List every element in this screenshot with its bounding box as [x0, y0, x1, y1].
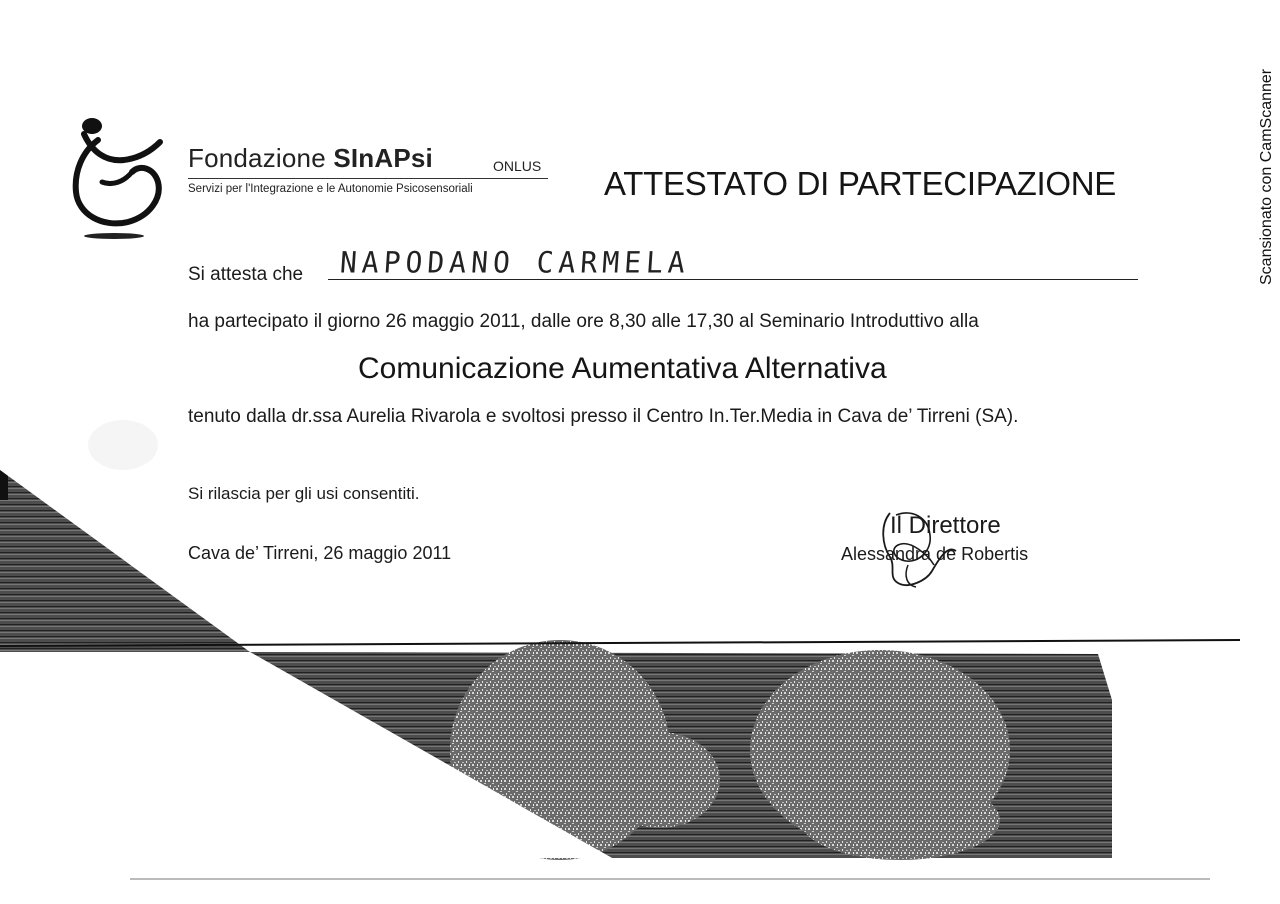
director-title: Il Direttore: [890, 512, 1001, 539]
release-line: Si rilascia per gli usi consentiti.: [188, 484, 420, 503]
organization-divider: [188, 178, 548, 179]
certificate-title: ATTESTATO DI PARTECIPAZIONE: [604, 165, 1117, 202]
director-name: Alessandra de Robertis: [841, 544, 1029, 564]
place-date: Cava de’ Tirreni, 26 maggio 2011: [188, 543, 452, 563]
details-line: tenuto dalla dr.ssa Aurelia Rivarola e svoltosi presso il Centro In.Ter.Media in Cava de’ Tirreni (SA).: [188, 406, 1019, 427]
organization-name: Fondazione SInAPsi: [188, 143, 433, 173]
participation-line: ha partecipato il giorno 26 maggio 2011, dalle ore 8,30 alle 17,30 al Seminario Introduttivo alla: [188, 311, 979, 332]
attesta-label: Si attesta che: [188, 264, 304, 285]
participant-name: NAPODANO CARMELA: [338, 245, 691, 280]
organization-suffix: ONLUS: [493, 158, 542, 174]
seminar-subject: Comunicazione Aumentativa Alternativa: [358, 352, 887, 385]
scan-artifact: [0, 460, 1280, 880]
scanner-watermark: Scansionato con CamScanner: [1258, 68, 1275, 285]
organization-tagline: Servizi per l'Integrazione e le Autonomie Psicosensoriali: [188, 183, 473, 195]
foundation-logo-icon: [62, 112, 166, 242]
organization-name-bold: SInAPsi: [333, 143, 433, 173]
